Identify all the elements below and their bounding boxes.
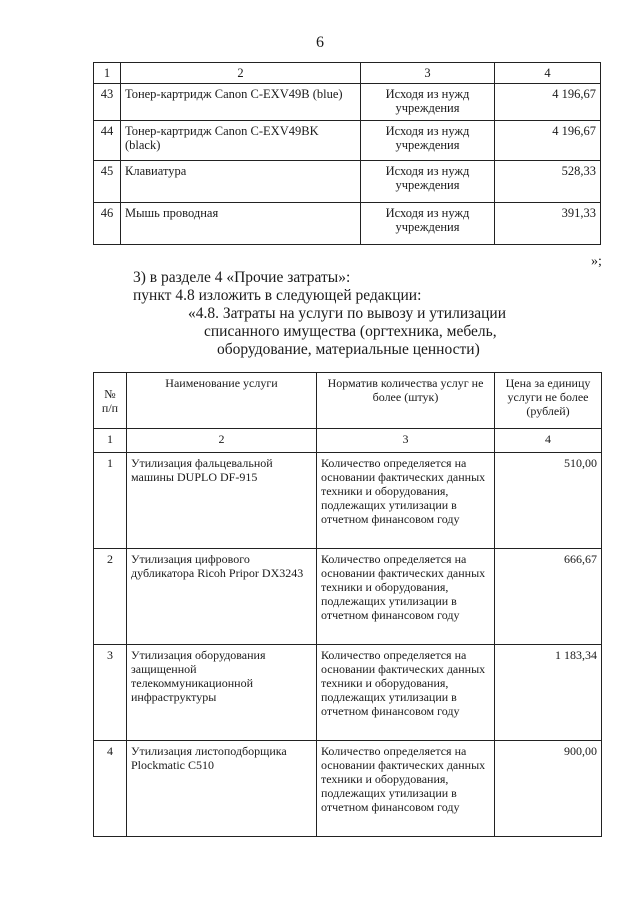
item-quantity: Исходя из нужд учреждения [361, 161, 495, 203]
service-norm: Количество определяется на основании фактических данных техники и оборудования, подлежащих утилизации в отчетном финансовом году [317, 453, 495, 549]
section-heading-line: списанного имущества (оргтехника, мебель, [204, 323, 497, 340]
service-norm: Количество определяется на основании фактических данных техники и оборудования, подлежащих утилизации в отчетном финансовом году [317, 549, 495, 645]
row-number: 1 [94, 453, 127, 549]
page-number: 6 [316, 34, 324, 51]
section-heading-line: оборудование, материальные ценности) [217, 341, 480, 358]
table-row [94, 645, 602, 741]
service-name: Утилизация цифрового дубликатора Ricoh Pripor DX3243 [127, 549, 317, 645]
row-number: 43 [94, 84, 121, 121]
service-name: Утилизация листоподборщика Plockmatic C510 [127, 741, 317, 837]
index-cell: 3 [361, 63, 495, 84]
service-name: Утилизация фальцевальной машины DUPLO DF-915 [127, 453, 317, 549]
header-norm: Норматив количества услуг не более (штук) [317, 373, 495, 429]
item-name: Клавиатура [121, 161, 361, 203]
table-header-row [94, 373, 602, 429]
item-name: Мышь проводная [121, 203, 361, 245]
row-number: 2 [94, 549, 127, 645]
row-number: 44 [94, 121, 121, 161]
index-cell: 4 [495, 429, 602, 453]
service-name: Утилизация оборудования защищенной телекоммуникационной инфраструктуры [127, 645, 317, 741]
header-number: № п/п [94, 373, 127, 429]
row-number: 3 [94, 645, 127, 741]
service-norm: Количество определяется на основании фактических данных техники и оборудования, подлежащих утилизации в отчетном финансовом году [317, 645, 495, 741]
item-price: 4 196,67 [495, 84, 601, 121]
index-cell: 3 [317, 429, 495, 453]
item-name: Тонер-картридж Canon C-EXV49BK (black) [121, 121, 361, 161]
item-price: 391,33 [495, 203, 601, 245]
item-price: 528,33 [495, 161, 601, 203]
header-service-name: Наименование услуги [127, 373, 317, 429]
service-norm: Количество определяется на основании фактических данных техники и оборудования, подлежащих утилизации в отчетном финансовом году [317, 741, 495, 837]
index-cell: 4 [495, 63, 601, 84]
paragraph-instruction: пункт 4.8 изложить в следующей редакции: [133, 287, 422, 304]
disposal-services-table [93, 372, 602, 837]
table-row [94, 203, 601, 245]
header-price: Цена за единицу услуги не более (рублей) [495, 373, 602, 429]
costs-table-continuation [93, 62, 601, 245]
table-row [94, 121, 601, 161]
service-price: 900,00 [495, 741, 602, 837]
item-quantity: Исходя из нужд учреждения [361, 203, 495, 245]
index-cell: 1 [94, 429, 127, 453]
item-price: 4 196,67 [495, 121, 601, 161]
row-number: 45 [94, 161, 121, 203]
item-quantity: Исходя из нужд учреждения [361, 84, 495, 121]
table-row [94, 453, 602, 549]
section-heading-line: «4.8. Затраты на услуги по вывозу и утилизации [188, 305, 507, 322]
table-row [94, 549, 602, 645]
service-price: 666,67 [495, 549, 602, 645]
closing-quote: »; [591, 254, 602, 269]
index-cell: 2 [121, 63, 361, 84]
item-name: Тонер-картридж Canon C-EXV49B (blue) [121, 84, 361, 121]
table-index-row [94, 63, 601, 84]
table-row [94, 741, 602, 837]
table-row [94, 161, 601, 203]
index-cell: 2 [127, 429, 317, 453]
service-price: 1 183,34 [495, 645, 602, 741]
table-row [94, 84, 601, 121]
row-number: 46 [94, 203, 121, 245]
row-number: 4 [94, 741, 127, 837]
index-cell: 1 [94, 63, 121, 84]
table-index-row [94, 429, 602, 453]
section-item: 3) в разделе 4 «Прочие затраты»: [133, 269, 351, 286]
item-quantity: Исходя из нужд учреждения [361, 121, 495, 161]
service-price: 510,00 [495, 453, 602, 549]
